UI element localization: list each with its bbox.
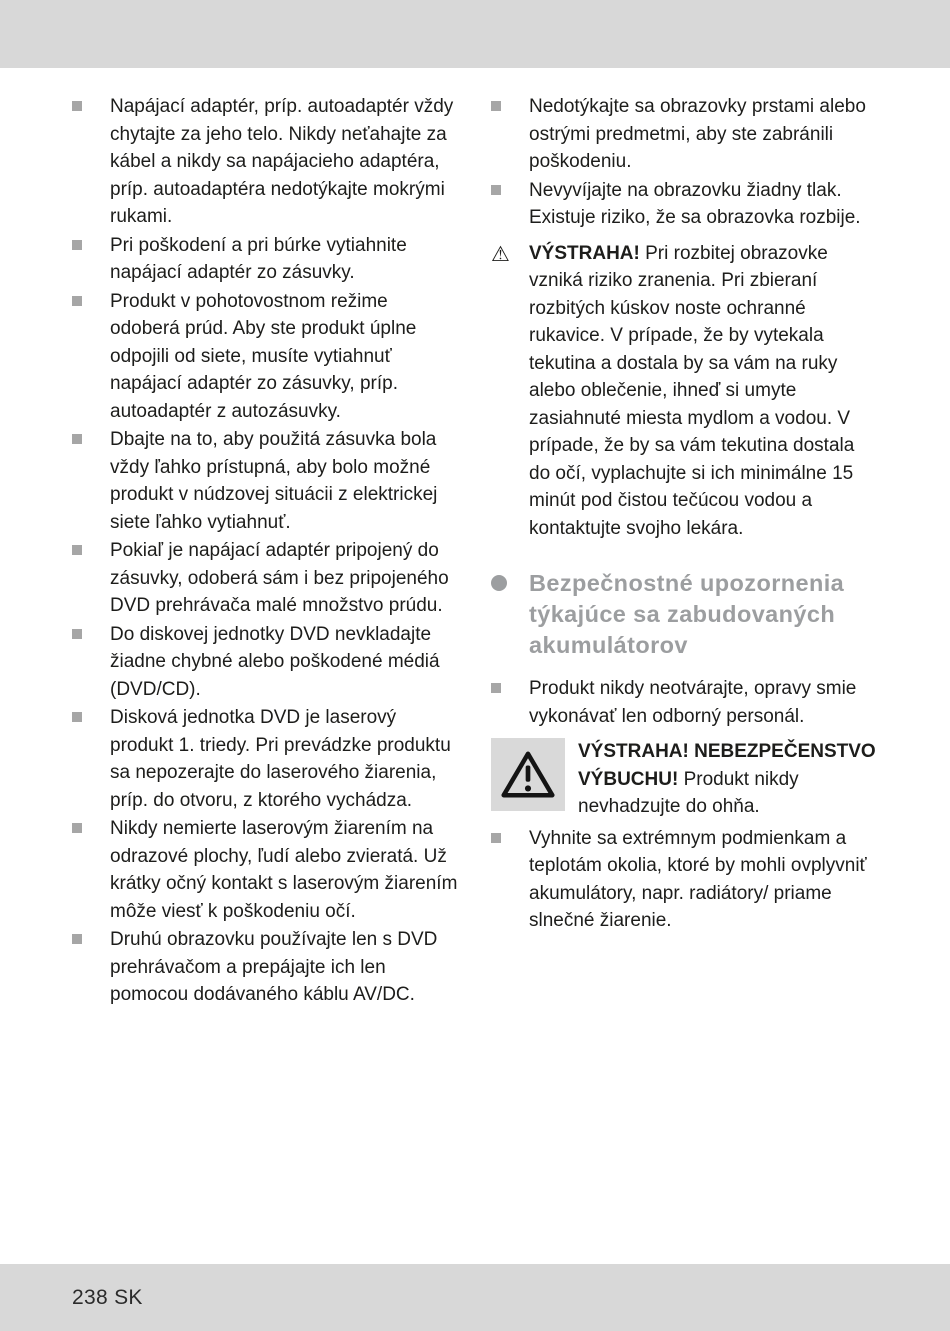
bullet-square-icon bbox=[72, 934, 82, 944]
bullet-text: Pokiaľ je napájací adaptér pripojený do zásuvky, odoberá sám i bez pripojeného DVD prehrávača malé množstvo prúdu. bbox=[110, 540, 449, 616]
section-bullet-circle-icon bbox=[491, 575, 507, 591]
screen-warning-text bbox=[529, 240, 880, 543]
bullet-text: Nevyvíjajte na obrazovku žiadny tlak. Existuje riziko, že sa obrazovka rozbije. bbox=[529, 179, 861, 228]
bullet-item bbox=[491, 93, 880, 176]
bullet-item bbox=[72, 926, 461, 1009]
warning-body-text: Pri rozbitej obrazovke vzniká riziko zranenia. Pri zbieraní rozbitých kúskov noste ochranné rukavice. V prípade, že by vytekala tekutina a dostala by sa vám na ruky alebo oblečenie, ihneď si umyte zasiahnuté miesta mydlom a vodou. V prípade, že by sa vám tekutina dostala do očí, vyplachujte si ich minimálne 15 minút pod čistou tečúcou vodou a kontaktujte svojho lekára. bbox=[529, 242, 855, 539]
bullet-square-icon bbox=[72, 545, 82, 555]
section-heading: Bezpečnostné upozornenia týkajúce sa zabudovaných akumulátorov bbox=[529, 570, 845, 658]
bullet-square-icon bbox=[72, 823, 82, 833]
bullet-text: Produkt v pohotovostnom režime odoberá prúd. Aby ste produkt úplne odpojili od siete, musíte vytiahnuť napájací adaptér zo zásuvky, príp. autoadaptér z autozásuvky. bbox=[110, 290, 417, 422]
bullet-text: Pri poškodení a pri búrke vytiahnite napájací adaptér zo zásuvky. bbox=[110, 234, 407, 283]
right-bullet-list bbox=[491, 93, 880, 232]
bullet-item bbox=[72, 288, 461, 426]
bottom-gray-bar bbox=[0, 1264, 950, 1331]
bullet-square-icon bbox=[72, 240, 82, 250]
bullet-text: Druhú obrazovku používajte len s DVD prehrávačom a prepájajte ich len pomocou dodávaného káblu AV/DC. bbox=[110, 929, 438, 1005]
bullet-square-icon bbox=[491, 185, 501, 195]
bullet-square-icon bbox=[72, 712, 82, 722]
bullet-item bbox=[72, 232, 461, 287]
bullet-square-icon bbox=[72, 101, 82, 111]
top-gray-bar bbox=[0, 0, 950, 68]
bullet-text: Nedotýkajte sa obrazovky prstami alebo ostrými predmetmi, aby ste zabránili poškodeniu. bbox=[529, 96, 866, 172]
explosion-warning-box bbox=[491, 738, 880, 821]
explosion-warning-bold: VÝSTRAHA! NEBEZPEČENSTVO VÝBUCHU! bbox=[578, 741, 876, 790]
left-bullet-list bbox=[72, 93, 461, 1009]
left-column bbox=[72, 93, 461, 1010]
bullet-square-icon bbox=[72, 629, 82, 639]
right-column bbox=[491, 93, 880, 1010]
bullet-item bbox=[491, 177, 880, 232]
bullet-item bbox=[491, 825, 880, 935]
bullet-text: Dbajte na to, aby použitá zásuvka bola vždy ľahko prístupná, aby bolo možné produkt v núdzovej situácii z elektrickej siete ľahko vytiahnuť. bbox=[110, 429, 438, 533]
bullet-square-icon bbox=[491, 101, 501, 111]
page-number: 238 SK bbox=[72, 1285, 143, 1309]
bullet-item bbox=[72, 537, 461, 620]
screen-warning-paragraph bbox=[491, 240, 880, 543]
bullet-item bbox=[491, 675, 880, 730]
warning-triangle-outline-icon: ⚠ bbox=[491, 242, 510, 266]
bullet-text: Nikdy nemierte laserovým žiarením na odrazové plochy, ľudí alebo zvieratá. Už krátky očný kontakt s laserovým žiarením môže viesť k poškodeniu očí. bbox=[110, 818, 458, 922]
bullet-item bbox=[72, 704, 461, 814]
explosion-warning-text bbox=[578, 738, 880, 821]
bullet-item bbox=[72, 621, 461, 704]
bullet-square-icon bbox=[491, 833, 501, 843]
bullet-square-icon bbox=[72, 434, 82, 444]
bullet-square-icon bbox=[491, 683, 501, 693]
bullet-item bbox=[72, 815, 461, 925]
bullet-text: Do diskovej jednotky DVD nevkladajte žiadne chybné alebo poškodené médiá (DVD/CD). bbox=[110, 623, 440, 700]
explosion-warning-body: Produkt nikdy nevhadzujte do ohňa. bbox=[578, 768, 799, 817]
bullet-text: Disková jednotka DVD je laserový produkt 1. triedy. Pri prevádzke produktu sa nepozerajte do laserového žiarenia, príp. do otvoru, z ktorého vychádza. bbox=[110, 707, 451, 811]
warning-triangle-icon bbox=[491, 738, 565, 811]
bullet-text: Produkt nikdy neotvárajte, opravy smie vykonávať len odborný personál. bbox=[529, 678, 857, 727]
bullet-item bbox=[72, 93, 461, 231]
bullet-text: Vyhnite sa extrémnym podmienkam a teplotám okolia, ktoré by mohli ovplyvniť akumulátory, napr. radiátory/ priame slnečné žiarenie. bbox=[529, 827, 867, 931]
bullet-square-icon bbox=[72, 296, 82, 306]
page-content bbox=[0, 68, 950, 1010]
bullet-item bbox=[72, 426, 461, 536]
battery-bullet-list-before bbox=[491, 675, 880, 730]
warning-label: VÝSTRAHA! bbox=[529, 242, 640, 264]
section-heading-row bbox=[491, 568, 880, 661]
bullet-text: Napájací adaptér, príp. autoadaptér vždy chytajte za jeho telo. Nikdy neťahajte za kábel a nikdy sa napájacieho adaptéra, príp. autoadaptéra nedotýkajte mokrými rukami. bbox=[110, 96, 454, 227]
battery-bullet-list-after bbox=[491, 825, 880, 935]
